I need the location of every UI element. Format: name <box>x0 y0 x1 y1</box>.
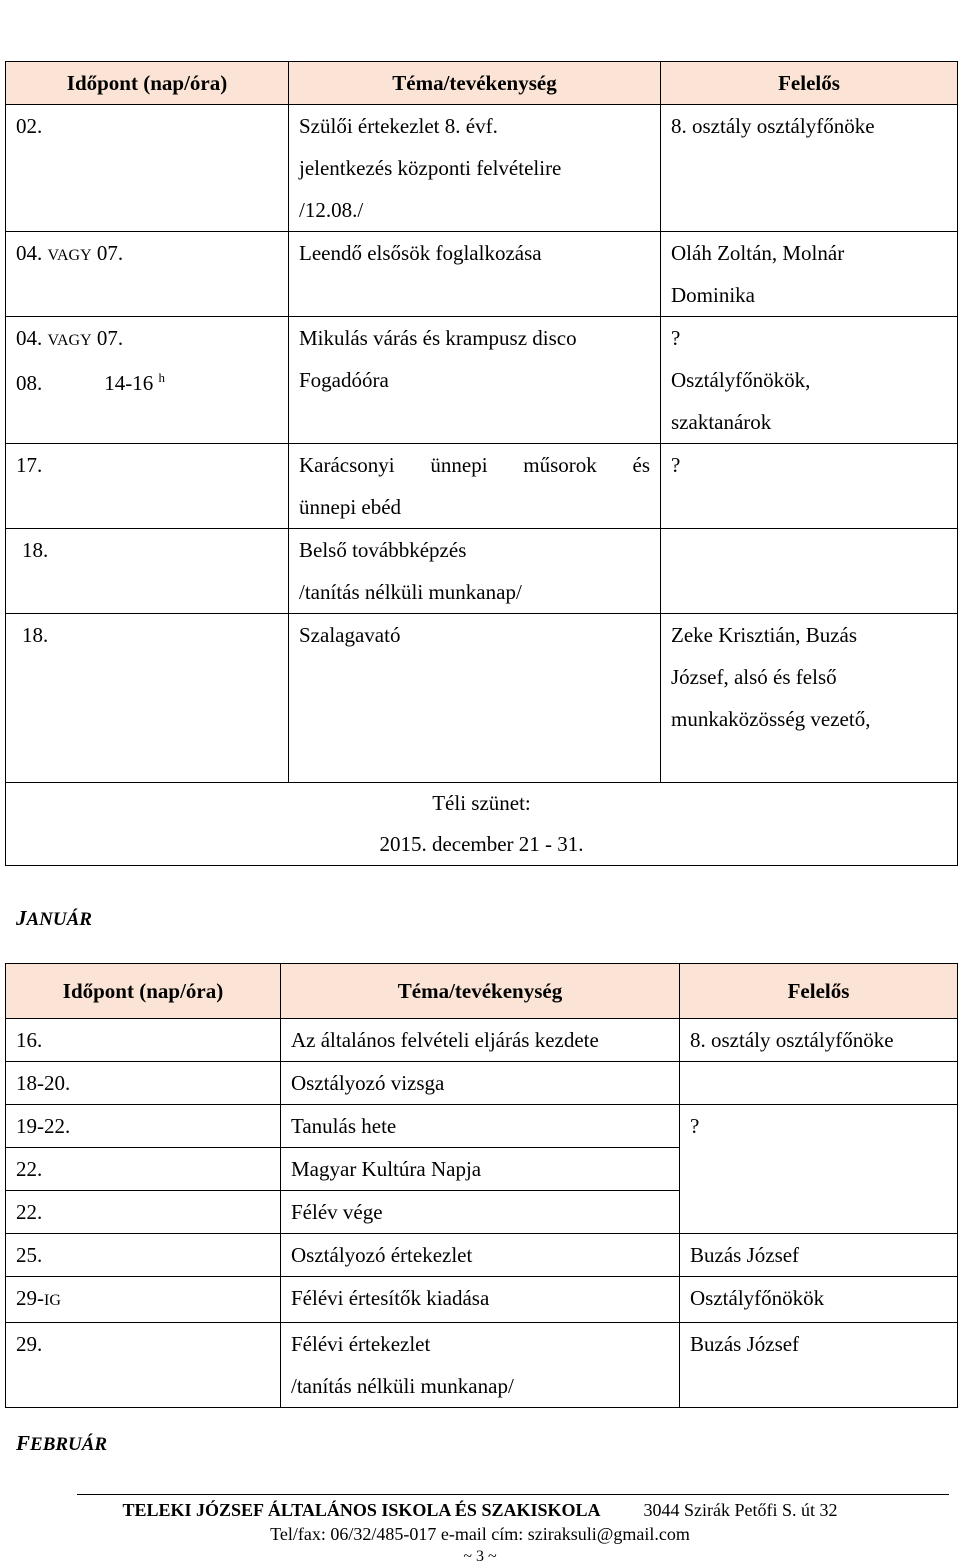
cell-date: 18. <box>6 529 289 614</box>
responsible-line: Osztályfőnökök, <box>671 368 811 392</box>
cell-date <box>6 232 289 317</box>
table-row <box>6 105 958 232</box>
table-row <box>6 614 958 783</box>
responsible-line: Dominika <box>671 283 755 307</box>
cell-date: 25. <box>6 1234 281 1277</box>
table-row <box>6 1234 958 1277</box>
date-line <box>16 362 278 404</box>
cell-responsible: 8. osztály osztályfőnöke <box>661 105 958 232</box>
cell-responsible <box>661 529 958 614</box>
table-row <box>6 1019 958 1062</box>
school-address: 3044 Szirák Petőfi S. út 32 <box>643 1500 838 1520</box>
january-schedule-table <box>5 963 958 1408</box>
cell-topic: Leendő elsősök foglalkozása <box>289 232 661 317</box>
cell-topic: Az általános felvételi eljárás kezdete <box>281 1019 680 1062</box>
cell-topic: Félév vége <box>281 1191 680 1234</box>
table-row <box>6 317 958 444</box>
responsible-line: munkaközösség vezető, <box>671 707 871 731</box>
cell-responsible: Buzás József <box>680 1323 958 1408</box>
header-responsible: Felelős <box>680 964 958 1019</box>
date-text: 04. VAGY 07. <box>16 241 124 265</box>
cell-date: 18. <box>6 614 289 783</box>
section-heading-february <box>16 1431 107 1456</box>
header-topic: Téma/tevékenység <box>289 62 661 105</box>
table-row <box>6 1323 958 1408</box>
heading-rest: ANUÁR <box>26 909 92 930</box>
cell-topic <box>281 1323 680 1408</box>
cell-responsible <box>661 614 958 783</box>
cell-topic <box>289 529 661 614</box>
footer-rule <box>77 1494 949 1495</box>
cell-date: 29-IG <box>6 1277 281 1323</box>
topic-line: /tanítás nélküli munkanap/ <box>291 1374 514 1398</box>
header-date: Időpont (nap/óra) <box>6 964 281 1019</box>
cell-topic: Osztályozó értekezlet <box>281 1234 680 1277</box>
cell-responsible: ? <box>680 1105 958 1234</box>
time-sup: h <box>158 370 165 385</box>
topic-line: jelentkezés központi felvételire <box>299 156 562 180</box>
cell-responsible: Osztályfőnökök <box>680 1277 958 1323</box>
topic-line: Karácsonyi ünnepi műsorok és <box>299 453 650 477</box>
winter-break-cell <box>6 783 958 866</box>
topic-line: /tanítás nélküli munkanap/ <box>299 580 522 604</box>
table-row <box>6 1105 958 1148</box>
topic-line: Fogadóóra <box>299 368 389 392</box>
cell-date: 22. <box>6 1191 281 1234</box>
cell-date: 02. <box>6 105 289 232</box>
table-header-row <box>6 964 958 1019</box>
cell-topic: Félévi értesítők kiadása <box>281 1277 680 1323</box>
cell-date: 29. <box>6 1323 281 1408</box>
cell-responsible <box>661 317 958 444</box>
cell-date: 22. <box>6 1148 281 1191</box>
table-row <box>6 529 958 614</box>
date-line: 04. VAGY 07. <box>16 326 124 350</box>
cell-topic: Osztályozó vizsga <box>281 1062 680 1105</box>
responsible-line: Zeke Krisztián, Buzás <box>671 623 858 647</box>
header-topic: Téma/tevékenység <box>281 964 680 1019</box>
responsible-line: ? <box>671 326 681 350</box>
time-text: 14-16 <box>104 371 154 395</box>
table-row <box>6 444 958 529</box>
topic-line: Mikulás várás és krampusz disco <box>299 326 577 350</box>
cell-topic: Tanulás hete <box>281 1105 680 1148</box>
responsible-line: József, alsó és felső <box>671 665 837 689</box>
footer-contact: Tel/fax: 06/32/485-017 e-mail cím: sziraksuli@gmail.com <box>270 1524 690 1544</box>
header-responsible: Felelős <box>661 62 958 105</box>
header-date: Időpont (nap/óra) <box>6 62 289 105</box>
heading-initial: J <box>16 906 27 930</box>
cell-responsible: 8. osztály osztályfőnöke <box>680 1019 958 1062</box>
cell-responsible <box>680 1062 958 1105</box>
footer-school-line <box>0 1500 960 1521</box>
cell-topic <box>289 444 661 529</box>
responsible-line: szaktanárok <box>671 410 772 434</box>
cell-responsible <box>661 232 958 317</box>
cell-date: 19-22. <box>6 1105 281 1148</box>
cell-date: 16. <box>6 1019 281 1062</box>
cell-topic: Szalagavató <box>289 614 661 783</box>
table-row <box>6 232 958 317</box>
break-dates: 2015. december 21 - 31. <box>379 832 584 856</box>
heading-initial: F <box>16 1431 31 1455</box>
topic-line: Szülői értekezlet 8. évf. <box>299 114 498 138</box>
cell-responsible: Buzás József <box>680 1234 958 1277</box>
cell-responsible: ? <box>661 444 958 529</box>
topic-line: Félévi értekezlet <box>291 1332 431 1356</box>
table-row <box>6 1062 958 1105</box>
cell-date: 17. <box>6 444 289 529</box>
topic-line: /12.08./ <box>299 198 364 222</box>
school-name: TELEKI JÓZSEF ÁLTALÁNOS ISKOLA ÉS SZAKISKOLA <box>122 1500 601 1520</box>
heading-rest: EBRUÁR <box>30 1434 108 1455</box>
responsible-line: Oláh Zoltán, Molnár <box>671 241 845 265</box>
december-schedule-table <box>5 61 958 866</box>
table-header-row <box>6 62 958 105</box>
break-title: Téli szünet: <box>432 791 531 815</box>
table-row <box>6 1277 958 1323</box>
cell-date <box>6 317 289 444</box>
cell-topic <box>289 105 661 232</box>
cell-topic: Magyar Kultúra Napja <box>281 1148 680 1191</box>
page-number: ~ 3 ~ <box>463 1548 497 1565</box>
winter-break-row <box>6 783 958 866</box>
cell-date: 18-20. <box>6 1062 281 1105</box>
date-text: 08. <box>16 371 43 395</box>
topic-line: ünnepi ebéd <box>299 495 402 519</box>
section-heading-january <box>16 906 92 931</box>
cell-topic <box>289 317 661 444</box>
topic-line: Belső továbbképzés <box>299 538 467 562</box>
